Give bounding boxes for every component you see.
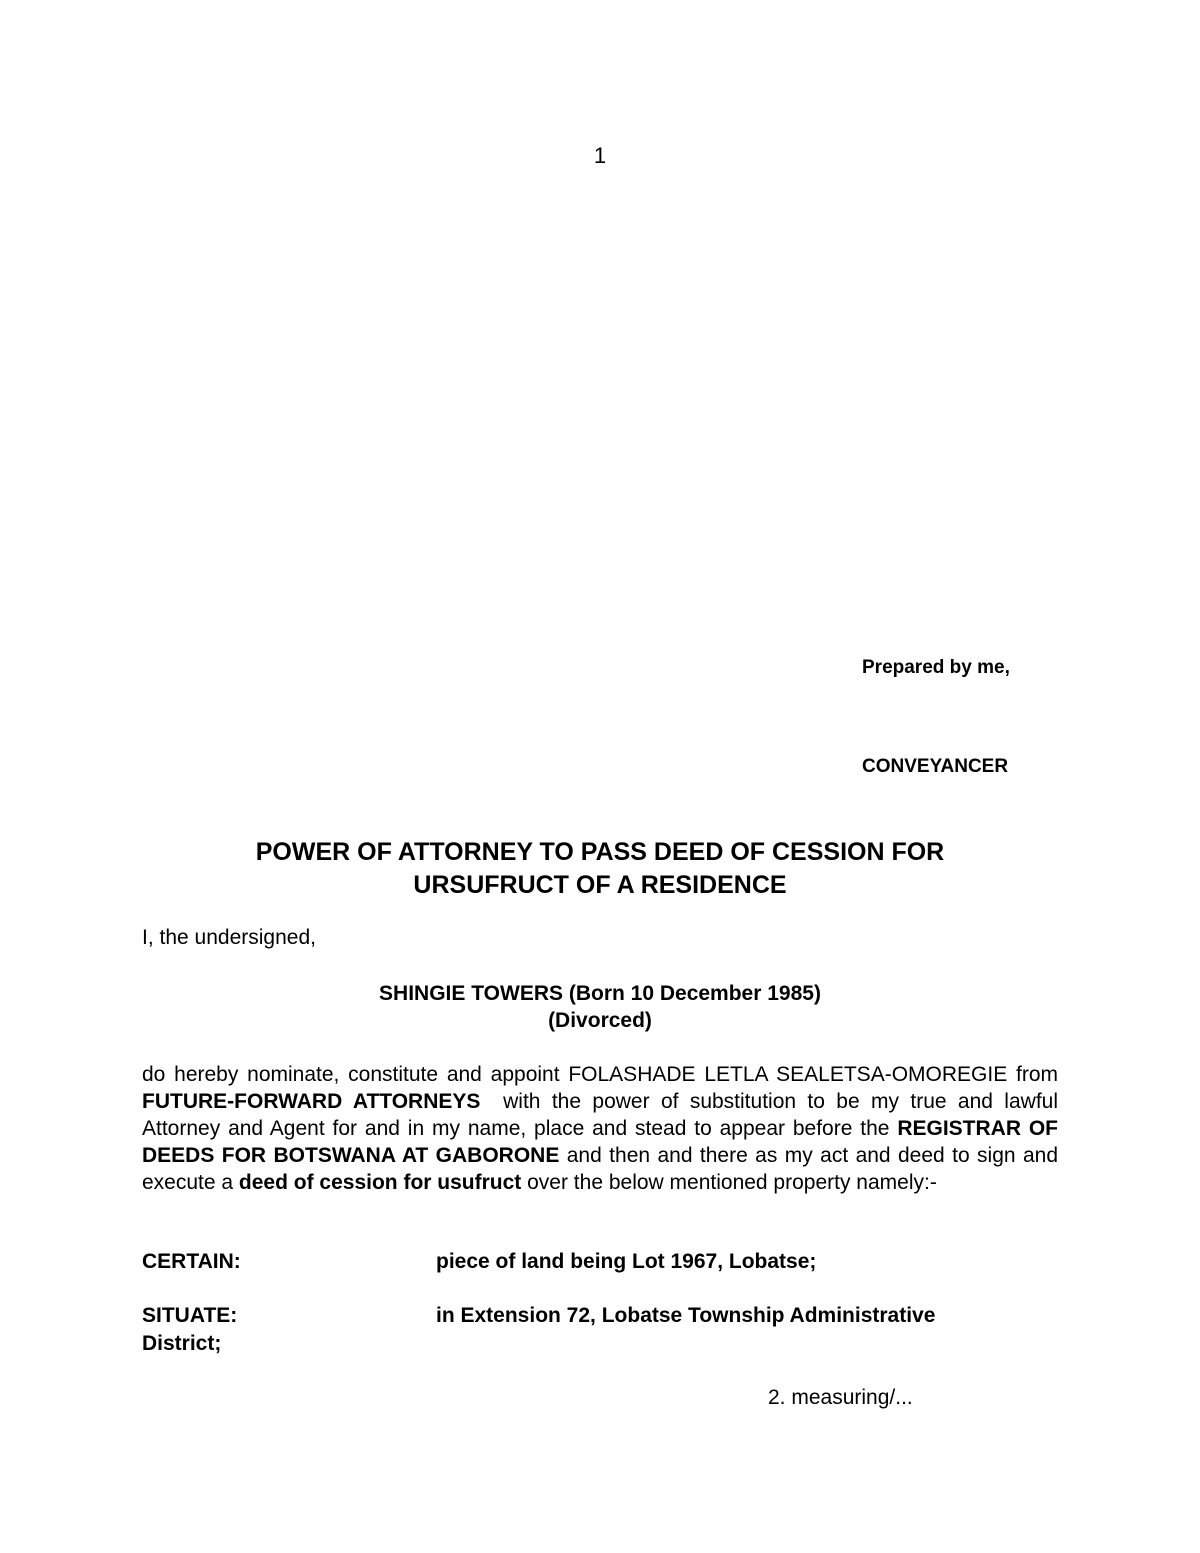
page-number: 1 <box>593 143 607 168</box>
document-title <box>0 836 1200 902</box>
appointment-paragraph <box>142 1061 1063 1196</box>
conveyancer-label: CONVEYANCER <box>862 756 1009 777</box>
situate-label: SITUATE: <box>142 1304 238 1327</box>
party-block <box>0 980 1200 1034</box>
party-name: SHINGIE TOWERS (Born 10 December 1985) <box>379 982 821 1005</box>
paragraph-text-3: and then and there as my act and deed to sign and execute a <box>142 1144 1059 1194</box>
deed-type: deed of cession for usufruct <box>238 1171 522 1194</box>
situate-continuation: District; <box>142 1332 222 1355</box>
party-status: (Divorced) <box>548 1009 652 1032</box>
paragraph-text-2: with the power of substitution to be my true and lawful Attorney and Agent for and in my name, place and stead to appear before the <box>142 1090 1063 1140</box>
attorneys-firm-name: FUTURE-FORWARD ATTORNEYS <box>142 1090 481 1113</box>
next-page-catchword: 2. measuring/... <box>768 1386 913 1409</box>
certain-label: CERTAIN: <box>142 1250 241 1273</box>
paragraph-text-1: do hereby nominate, constitute and appoint FOLASHADE LETLA SEALETSA-OMOREGIE from <box>142 1063 1058 1086</box>
paragraph-text-4: over the below mentioned property namely:- <box>521 1171 937 1194</box>
document-title-line-1: POWER OF ATTORNEY TO PASS DEED OF CESSION FOR <box>255 838 945 866</box>
certain-value: piece of land being Lot 1967, Lobatse; <box>436 1250 817 1273</box>
registrar-name: REGISTRAR OF DEEDS FOR BOTSWANA AT GABORONE <box>142 1117 1059 1167</box>
document-title-line-2: URSUFRUCT OF A RESIDENCE <box>413 871 787 899</box>
prepared-by-label: Prepared by me, <box>862 657 1010 678</box>
situate-value: in Extension 72, Lobatse Township Administrative <box>436 1304 936 1327</box>
undersigned-text: I, the undersigned, <box>142 926 316 949</box>
